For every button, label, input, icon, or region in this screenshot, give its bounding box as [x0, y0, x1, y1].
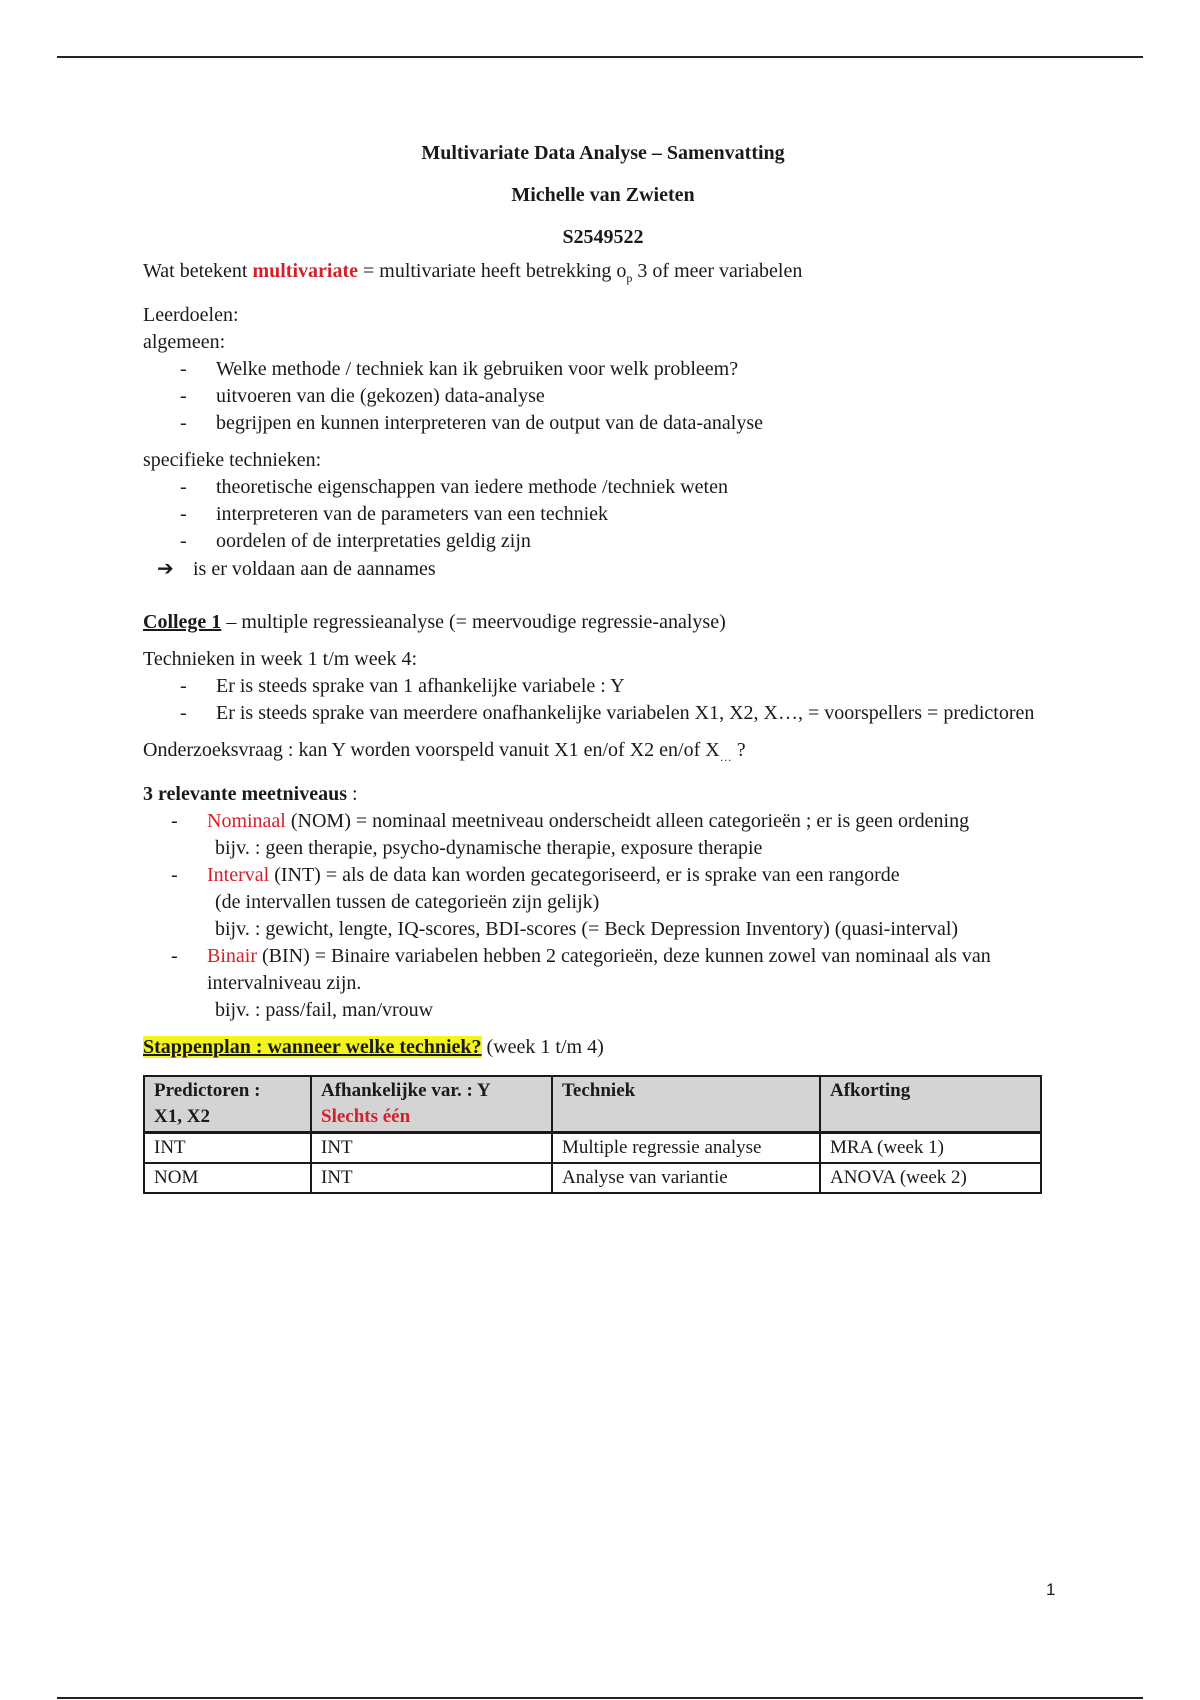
- meetniveaus-heading: [143, 781, 1063, 808]
- technique-table: [143, 1075, 1042, 1194]
- table-row: [144, 1133, 1041, 1164]
- table-cell: ANOVA (week 2): [820, 1163, 1041, 1193]
- stappenplan-subtitle: (week 1 t/m 4): [481, 1036, 604, 1058]
- meetniveaus-colon: :: [347, 783, 358, 805]
- doc-student-id: S2549522: [562, 226, 644, 248]
- term-interval: Interval: [207, 864, 270, 886]
- table-cell: INT: [144, 1133, 311, 1164]
- table-cell: Multiple regressie analyse: [552, 1133, 820, 1164]
- list-item: - Er is steeds sprake van 1 afhankelijke variabele : Y: [143, 673, 1063, 700]
- list-item: - theoretische eigenschappen van iedere methode /techniek weten: [143, 474, 1063, 501]
- intro-line: [143, 258, 1063, 292]
- table-cell: NOM: [144, 1163, 311, 1193]
- list-item: - interpreteren van de parameters van een techniek: [143, 501, 1063, 528]
- college-heading: [143, 609, 1063, 636]
- onderzoeksvraag-text: Onderzoeksvraag : kan Y worden voorspeld vanuit X1 en/of X2 en/of X: [143, 739, 720, 761]
- list-item: - Er is steeds sprake van meerdere onafhankelijke variabelen X1, X2, X…, = voorspellers = predictoren: [143, 700, 1063, 727]
- college-label: College 1: [143, 611, 222, 633]
- table-header-row: [144, 1076, 1041, 1133]
- stappenplan-title: Stappenplan : wanneer welke techniek?: [143, 1036, 482, 1058]
- arrow-item-text: is er voldaan aan de aannames: [193, 558, 436, 580]
- term-binair: Binair: [207, 945, 257, 967]
- meetniveaus-list: [143, 808, 1063, 1024]
- top-rule: [57, 56, 1143, 58]
- doc-title: Multivariate Data Analyse – Samenvatting: [421, 142, 785, 164]
- arrow-item: [143, 555, 1063, 583]
- list-item: - Welke methode / techniek kan ik gebruiken voor welk probleem?: [143, 356, 1063, 383]
- definition-nominaal: (NOM) = nominaal meetniveau onderscheidt alleen categorieën ; er is geen ordening: [285, 810, 970, 832]
- definition-binair: (BIN) = Binaire variabelen hebben 2 categorieën, deze kunnen zowel van nominaal als van intervalniveau zijn.: [207, 945, 991, 994]
- list-item-interval: [143, 862, 1063, 943]
- page-number: 1: [1046, 1580, 1056, 1599]
- intro-suffix: = multivariate heeft betrekking o: [357, 260, 627, 282]
- onderzoeksvraag-end: ?: [731, 739, 746, 761]
- table-cell: Analyse van variantie: [552, 1163, 820, 1193]
- note-interval: (de intervallen tussen de categorieën zijn gelijk): [215, 891, 600, 913]
- table-row: [144, 1163, 1041, 1193]
- doc-author: Michelle van Zwieten: [511, 184, 695, 206]
- term-nominaal: Nominaal: [207, 810, 286, 832]
- header-afhankelijke: Afhankelijke var. : Y Slechts één: [311, 1076, 552, 1133]
- table-cell: INT: [311, 1133, 552, 1164]
- algemeen-list: [143, 356, 1063, 437]
- specifiek-label: specifieke technieken:: [143, 449, 322, 471]
- technieken-list: [143, 673, 1063, 727]
- intro-prefix: Wat betekent: [143, 260, 253, 282]
- arrow-right-icon: ➔: [157, 556, 174, 580]
- stappenplan-heading: [143, 1034, 1063, 1061]
- college-subtitle: – multiple regressieanalyse (= meervoudige regressie-analyse): [221, 611, 726, 633]
- intro-suffix-end: 3 of meer variabelen: [632, 260, 803, 282]
- example-interval: bijv. : gewicht, lengte, IQ-scores, BDI-scores (= Beck Depression Inventory) (quasi-interval): [215, 918, 959, 940]
- list-item-binair: [143, 943, 1063, 1024]
- header-afkorting: Afkorting: [820, 1076, 1041, 1133]
- intro-keyword: multivariate: [252, 260, 358, 282]
- document-page: [143, 142, 1063, 1194]
- list-item-nominaal: [143, 808, 1063, 862]
- specifiek-list: [143, 474, 1063, 555]
- leerdoelen-heading: Leerdoelen:: [143, 304, 239, 326]
- meetniveaus-title: 3 relevante meetniveaus: [143, 783, 348, 805]
- header-predictoren: Predictoren : X1, X2: [144, 1076, 311, 1133]
- technieken-heading: Technieken in week 1 t/m week 4:: [143, 648, 418, 670]
- list-item: - begrijpen en kunnen interpreteren van de output van de data-analyse: [143, 410, 1063, 437]
- example-nominaal: bijv. : geen therapie, psycho-dynamische therapie, exposure therapie: [215, 837, 763, 859]
- intro-subscript: p: [626, 271, 633, 285]
- table-cell: INT: [311, 1163, 552, 1193]
- bottom-rule: [57, 1697, 1143, 1699]
- onderzoeksvraag: [143, 737, 1063, 771]
- onderzoeksvraag-subscript: …: [719, 750, 732, 764]
- algemeen-label: algemeen:: [143, 331, 226, 353]
- header-techniek: Techniek: [552, 1076, 820, 1133]
- list-item: - uitvoeren van die (gekozen) data-analyse: [143, 383, 1063, 410]
- example-binair: bijv. : pass/fail, man/vrouw: [215, 999, 434, 1021]
- table-cell: MRA (week 1): [820, 1133, 1041, 1164]
- list-item: - oordelen of de interpretaties geldig zijn: [143, 528, 1063, 555]
- definition-interval: (INT) = als de data kan worden gecategoriseerd, er is sprake van een rangorde: [269, 864, 900, 886]
